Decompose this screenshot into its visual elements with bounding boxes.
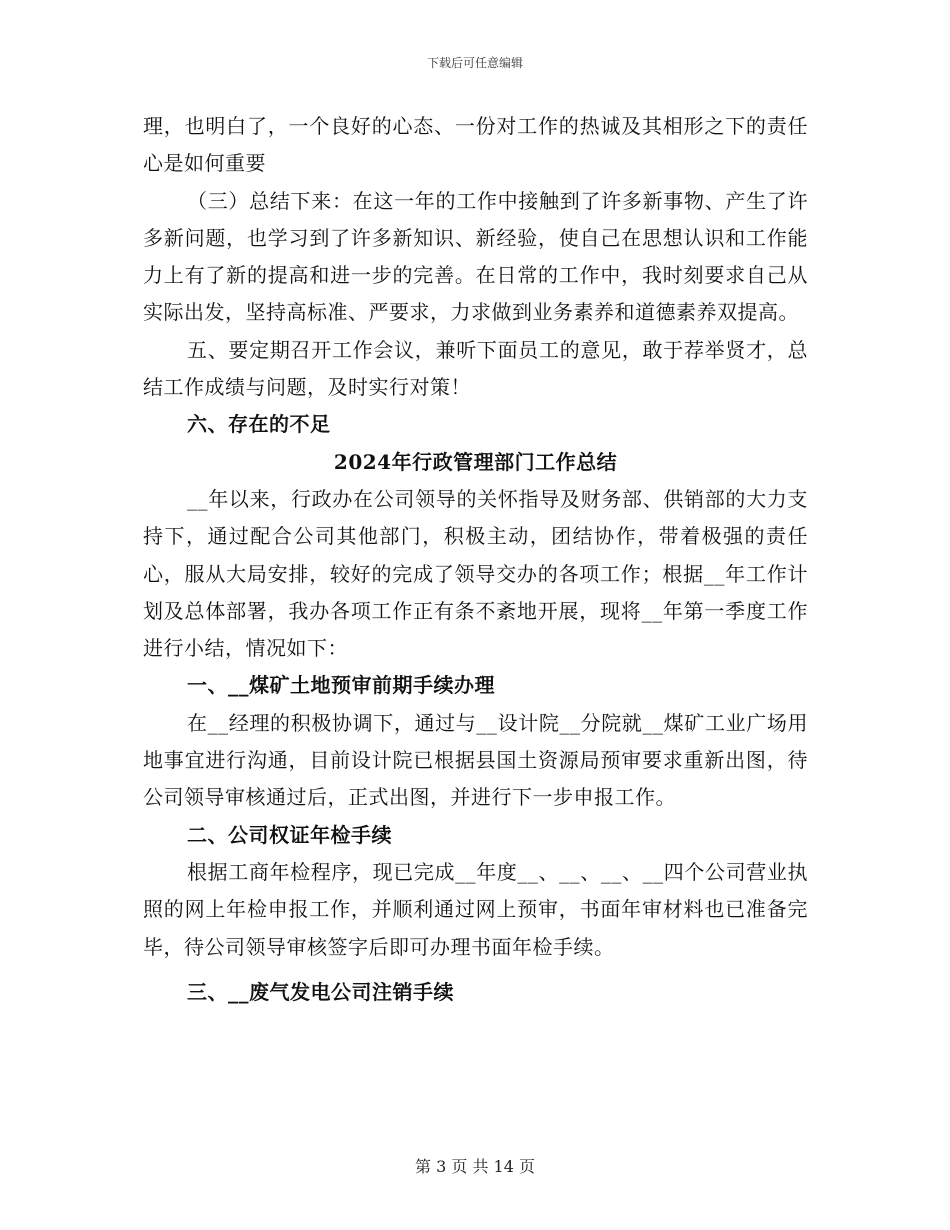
document-title: 2024年行政管理部门工作总结 — [333, 449, 618, 474]
paragraph: 根据工商年检程序，现已完成__年度__、__、__、__四个公司营业执照的网上年检申报工作，并顺利通过网上预审，书面年审材料也已准备完毕，待公司领导审核签字后即可办理书面年检手续。 — [143, 859, 808, 959]
section-heading: 三、__废气发电公司注销手续 — [187, 979, 454, 1004]
paragraph: __年以来，行政办在公司领导的关怀指导及财务部、供销部的大力支持下，通过配合公司其他部门，积极主动，团结协作，带着极强的责任心，服从大局安排，较好的完成了领导交办的各项工作；根据__年工作计划及总体部署，我办各项工作正有条不紊地开展，现将__年第一季度工作进行小结，情况如下： — [143, 486, 808, 661]
section-heading: 二、公司权证年检手续 — [187, 822, 392, 847]
section-heading: 一、__煤矿土地预审前期手续办理 — [187, 673, 495, 698]
document-body — [143, 108, 808, 1011]
paragraph: 五、要定期召开工作会议，兼听下面员工的意见，敢于荐举贤才，总结工作成绩与问题，及时实行对策！ — [143, 337, 808, 400]
page-header-note: 下载后可任意编辑 — [426, 56, 523, 70]
paragraph: 理，也明白了，一个良好的心态、一份对工作的热诚及其相形之下的责任心是如何重要 — [143, 114, 808, 176]
page-number: 第 3 页 共 14 页 — [415, 1157, 535, 1176]
section-heading: 六、存在的不足 — [187, 412, 331, 437]
paragraph: （三）总结下来：在这一年的工作中接触到了许多新事物、产生了许多新问题，也学习到了许多新知识、新经验，使自己在思想认识和工作能力上有了新的提高和进一步的完善。在日常的工作中，我时刻要求自己从实际出发，坚持高标准、严要求，力求做到业务素养和道德素养双提高。 — [143, 188, 808, 325]
paragraph: 在__经理的积极协调下，通过与__设计院__分院就__煤矿工业广场用地事宜进行沟通，目前设计院已根据县国土资源局预审要求重新出图，待公司领导审核通过后，正式出图，并进行下一步申报工作。 — [143, 710, 808, 810]
